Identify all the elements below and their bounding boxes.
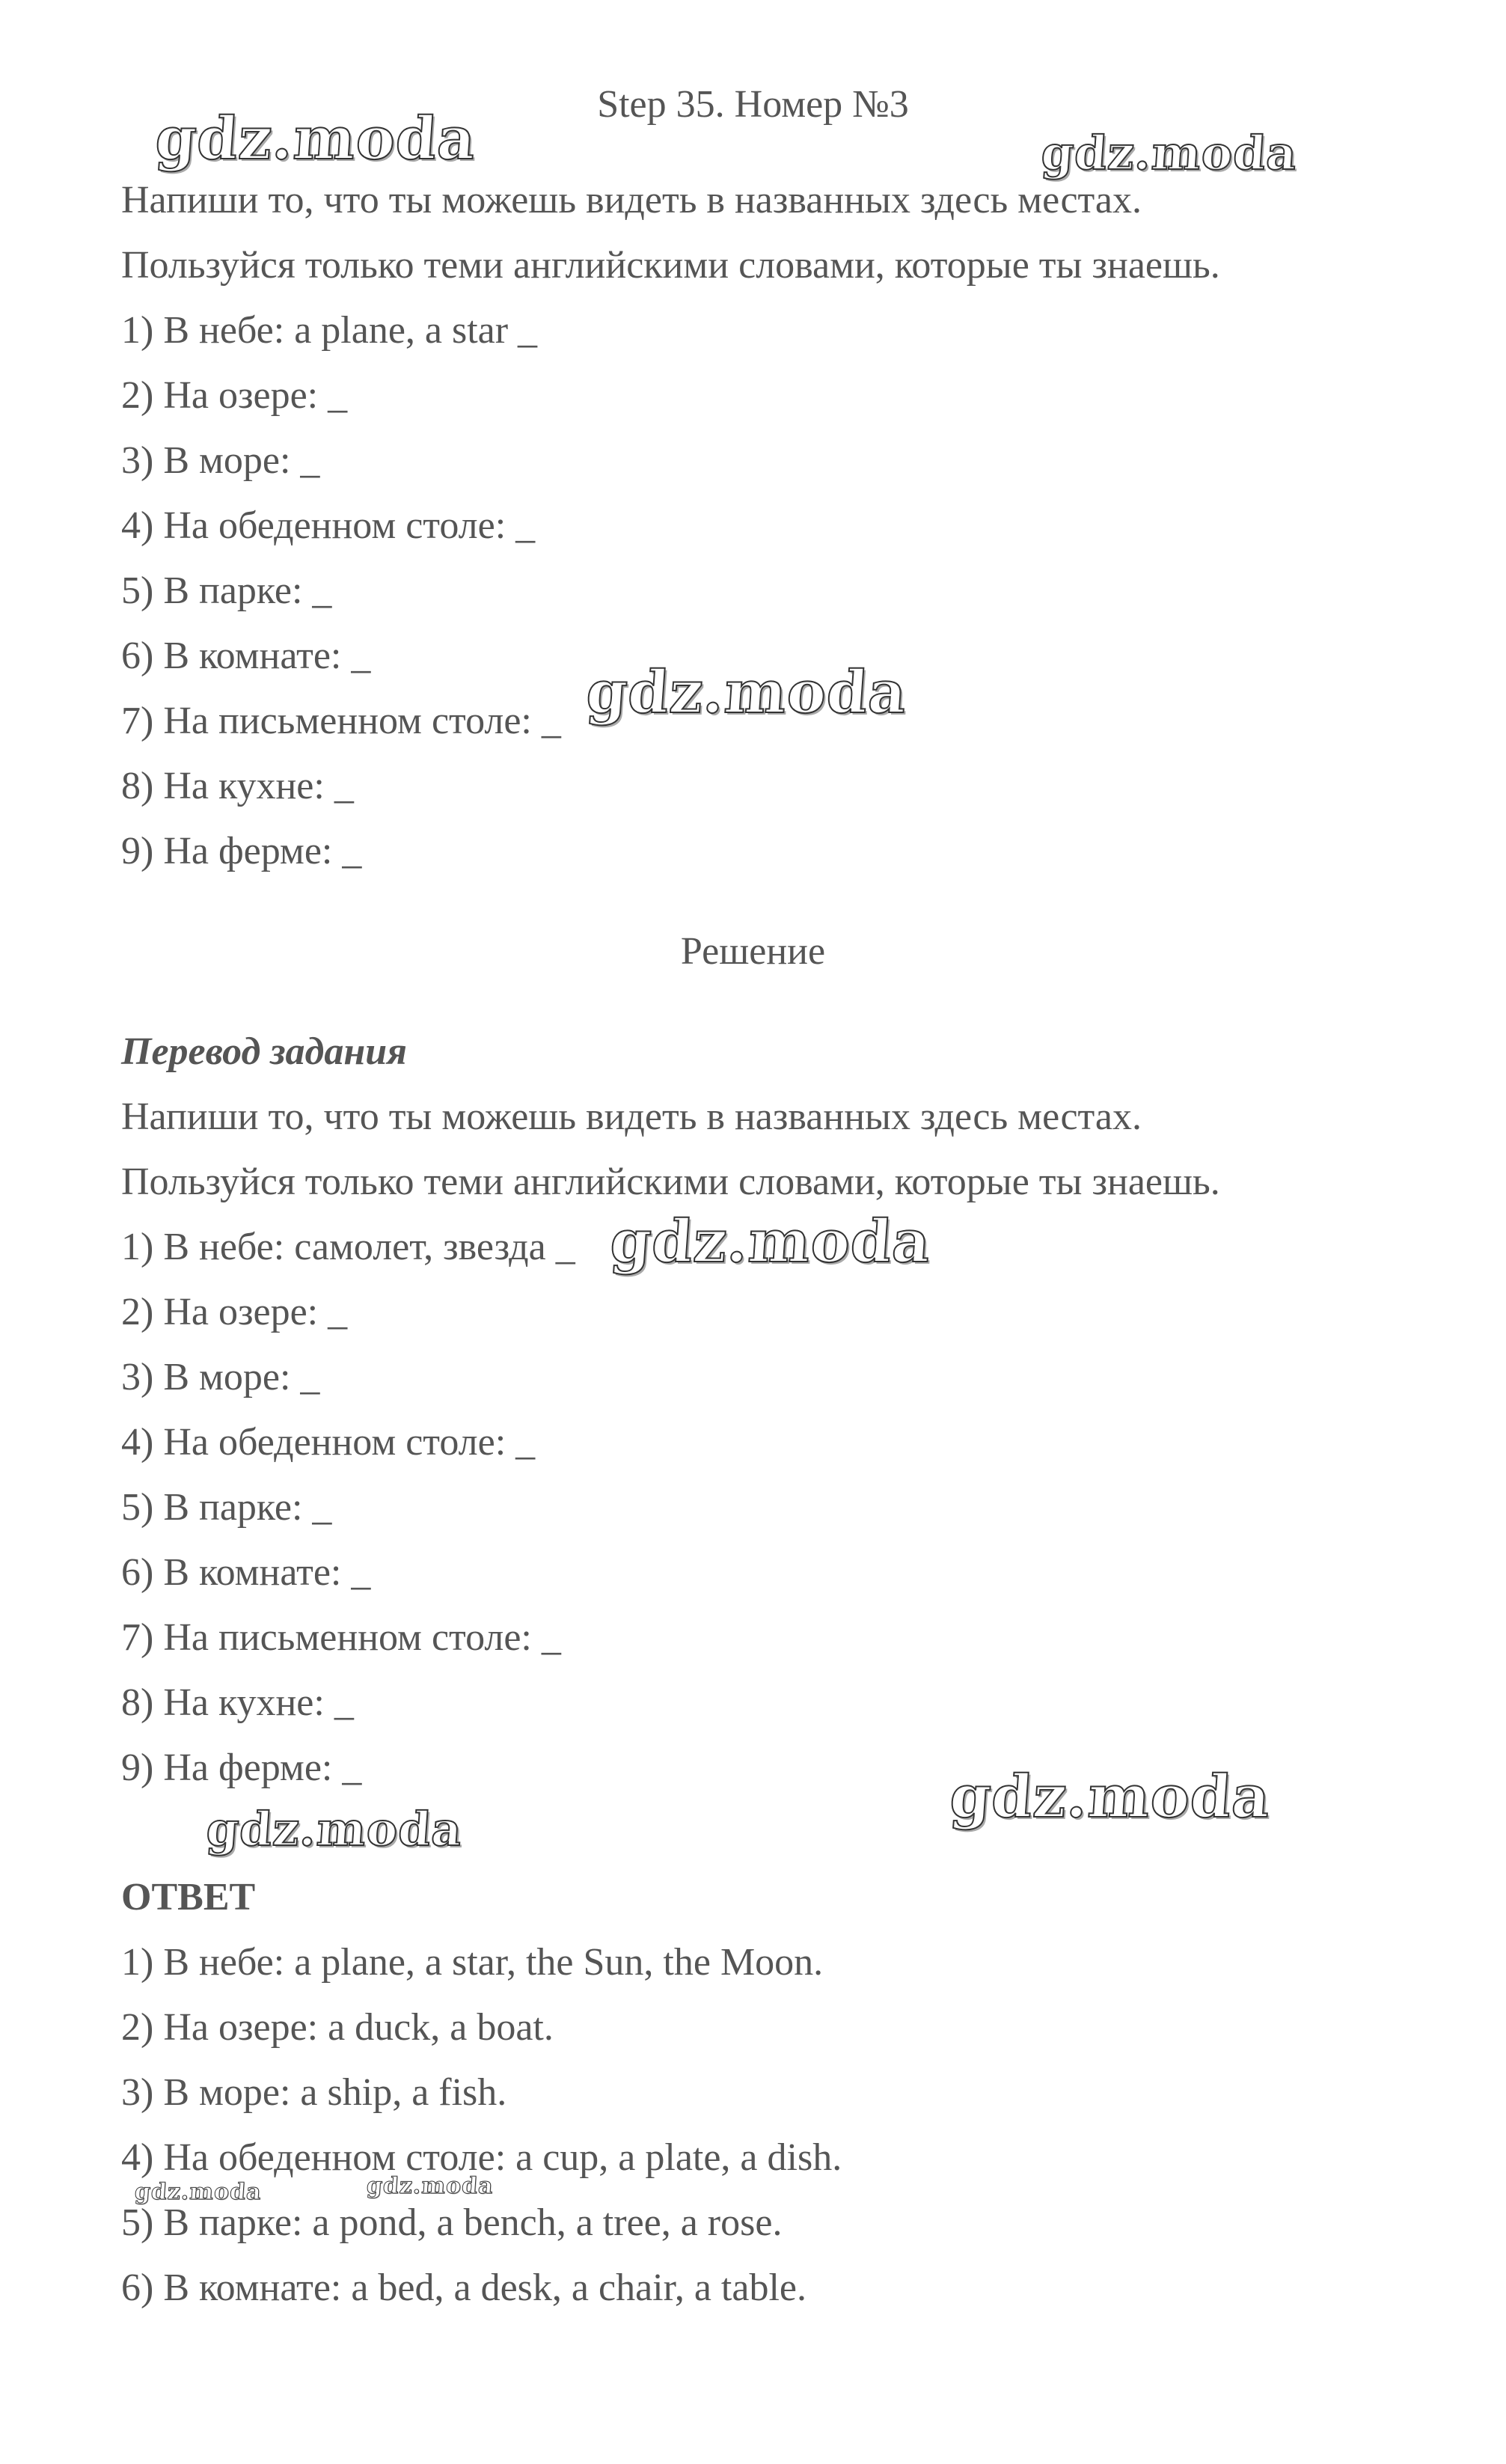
- watermark-logo: gdz.moda: [607, 1208, 934, 1276]
- translation-intro-line-1: Напиши то, что ты можешь видеть в названных здесь местах.: [121, 1095, 1142, 1138]
- translation-item: 3) В море: _: [121, 1356, 320, 1398]
- watermark-logo: gdz.moda: [1039, 126, 1300, 180]
- translation-item: 9) На ферме: _: [121, 1746, 362, 1789]
- translation-item: 5) В парке: _: [121, 1486, 332, 1529]
- watermark-logo: gdz.moda: [365, 2173, 495, 2199]
- task-intro-line-1: Напиши то, что ты можешь видеть в названных здесь местах.: [121, 179, 1142, 221]
- translation-item: 2) На озере: _: [121, 1291, 348, 1333]
- answer-item: 2) На озере: a duck, a boat.: [121, 2006, 554, 2049]
- page-title: Step 35. Номер №3: [597, 83, 909, 126]
- translation-item: 6) В комнате: _: [121, 1551, 371, 1594]
- watermark-logo: gdz.moda: [584, 658, 910, 727]
- task-intro-line-2: Пользуйся только теми английскими словами, которые ты знаешь.: [121, 244, 1220, 287]
- translation-item: 4) На обеденном столе: _: [121, 1421, 536, 1464]
- task-item: 3) В море: _: [121, 439, 320, 482]
- task-item: 1) В небе: a plane, a star _: [121, 309, 538, 352]
- translation-item: 1) В небе: самолет, звезда _: [121, 1226, 575, 1268]
- task-item: 6) В комнате: _: [121, 635, 371, 677]
- task-item: 7) На письменном столе: _: [121, 700, 561, 742]
- task-item: 8) На кухне: _: [121, 765, 354, 807]
- watermark-logo: gdz.moda: [204, 1802, 465, 1856]
- translation-item: 8) На кухне: _: [121, 1681, 354, 1724]
- answer-item: 3) В море: a ship, a fish.: [121, 2071, 507, 2114]
- answer-item: 4) На обеденном столе: a cup, a plate, a dish.: [121, 2136, 842, 2179]
- watermark-logo: gdz.moda: [153, 105, 479, 173]
- task-item: 2) На озере: _: [121, 374, 348, 417]
- translation-heading: Перевод задания: [121, 1030, 407, 1073]
- solution-heading: Решение: [680, 930, 826, 973]
- watermark-logo: gdz.moda: [947, 1763, 1273, 1831]
- task-item: 9) На ферме: _: [121, 830, 362, 872]
- answer-item: 6) В комнате: a bed, a desk, a chair, a table.: [121, 2266, 806, 2309]
- watermark-logo: gdz.moda: [133, 2179, 263, 2205]
- translation-item: 7) На письменном столе: _: [121, 1616, 561, 1659]
- answer-item: 5) В парке: a pond, a bench, a tree, a rose.: [121, 2201, 783, 2244]
- translation-intro-line-2: Пользуйся только теми английскими словами, которые ты знаешь.: [121, 1161, 1220, 1203]
- answer-item: 1) В небе: a plane, a star, the Sun, the Moon.: [121, 1941, 824, 1984]
- task-item: 5) В парке: _: [121, 569, 332, 612]
- task-item: 4) На обеденном столе: _: [121, 504, 536, 547]
- answer-heading: ОТВЕТ: [121, 1876, 256, 1919]
